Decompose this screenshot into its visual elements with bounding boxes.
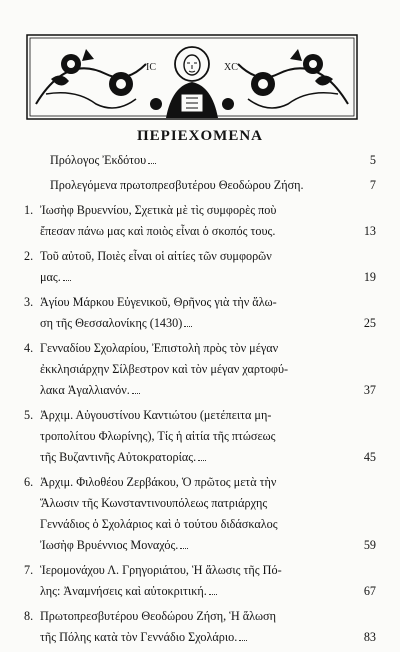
toc-entry-line: Ἀρχιμ. Αὐγουστίνου Καντιώτου (μετέπειτα μη- bbox=[40, 408, 272, 422]
toc-entry bbox=[24, 150, 376, 171]
toc-entry-number: 4. bbox=[24, 341, 34, 355]
leader-dots bbox=[239, 640, 247, 641]
leader-dots bbox=[148, 163, 156, 164]
toc-entry-title bbox=[40, 338, 348, 401]
toc-entry bbox=[24, 292, 376, 334]
toc-entry-number: 8. bbox=[24, 609, 34, 623]
toc-entry-line: Ἁγίου Μάρκου Εὐγενικοῦ, Θρῆνος γιὰ τὴν ἅλω- bbox=[40, 295, 277, 309]
toc-entry-line: λης: Ἀναμνήσεις καὶ αὐτοκριτική. bbox=[40, 581, 348, 602]
toc-entry-page: 13 bbox=[363, 224, 376, 238]
toc-entry-line: Ἰωσὴφ Βρυεννίου, Σχετικὰ μὲ τὶς συμφορὲς ποὺ bbox=[40, 203, 277, 217]
toc-entry bbox=[24, 405, 376, 468]
toc-entry-title bbox=[40, 560, 348, 602]
table-of-contents bbox=[24, 150, 376, 652]
toc-entry-number: 5. bbox=[24, 408, 34, 422]
toc-entry-title bbox=[40, 606, 348, 648]
leader-dots bbox=[198, 460, 206, 461]
toc-entry-page: 45 bbox=[363, 450, 376, 464]
toc-entry-line: Γεννάδιος ὁ Σχολάριος καὶ ὁ τούτου διδάσκαλος bbox=[40, 517, 278, 531]
ornament-right-label: XC bbox=[224, 62, 238, 73]
toc-entry-line: Τοῦ αὐτοῦ, Ποιὲς εἶναι οἱ αἰτίες τῶν συμφορῶν bbox=[40, 249, 272, 263]
toc-entry-line: Προλεγόμενα πρωτοπρεσβυτέρου Θεοδώρου Ζήση. bbox=[50, 178, 304, 192]
toc-entry-number: 1. bbox=[24, 203, 34, 217]
toc-entry-line: Ἱερομονάχου Λ. Γρηγοριάτου, Ἡ ἅλωσις τῆς Πό- bbox=[40, 563, 282, 577]
toc-entry-line: ἐκκλησιάρχην Σίλβεστρον καὶ τὸν μέγαν χαρτοφύ- bbox=[40, 362, 289, 376]
toc-entry bbox=[24, 606, 376, 648]
toc-entry-number: 6. bbox=[24, 475, 34, 489]
toc-entry-title bbox=[50, 150, 348, 171]
toc-entry-number: 2. bbox=[24, 249, 34, 263]
toc-entry-title bbox=[40, 472, 348, 556]
toc-entry-line: λακα Ἀγαλλιανόν. bbox=[40, 380, 348, 401]
leader-dots bbox=[184, 326, 192, 327]
toc-entry-line: Ἀρχιμ. Φιλοθέου Ζερβάκου, Ὁ πρῶτος μετὰ τὴν bbox=[40, 475, 277, 489]
toc-entry-title bbox=[50, 175, 348, 196]
toc-entry-line: ἔπεσαν πάνω μας καὶ ποιὸς εἶναι ὁ σκοπός τους. bbox=[40, 224, 276, 238]
toc-entry-page: 7 bbox=[369, 178, 376, 192]
toc-entry bbox=[24, 560, 376, 602]
toc-entry-title bbox=[40, 292, 348, 334]
toc-entry bbox=[24, 338, 376, 401]
toc-entry-title bbox=[40, 200, 348, 242]
leader-dots bbox=[63, 280, 71, 281]
toc-entry-title bbox=[40, 405, 348, 468]
toc-entry-page: 25 bbox=[363, 316, 376, 330]
toc-entry-title bbox=[40, 246, 348, 288]
toc-entry-line: τῆς Βυζαντινῆς Αὐτοκρατορίας. bbox=[40, 447, 348, 468]
toc-entry-line: Ἰωσὴφ Βρυέννιος Μοναχός. bbox=[40, 535, 348, 556]
toc-entry-page: 37 bbox=[363, 383, 376, 397]
toc-entry-line: Πρωτοπρεσβυτέρου Θεοδώρου Ζήση, Ἡ ἅλωση bbox=[40, 609, 276, 623]
toc-entry-line: Πρόλογος Ἐκδότου bbox=[50, 150, 348, 171]
leader-dots bbox=[132, 393, 140, 394]
toc-entry-line: τροπολίτου Φλωρίνης), Τίς ἡ αἰτία τῆς πτώσεως bbox=[40, 429, 276, 443]
byzantine-ornament-icon bbox=[26, 34, 358, 120]
toc-entry-line: Γενναδίου Σχολαρίου, Ἐπιστολὴ πρὸς τὸν μέγαν bbox=[40, 341, 279, 355]
toc-entry-number: 3. bbox=[24, 295, 34, 309]
leader-dots bbox=[180, 548, 188, 549]
toc-entry-page: 59 bbox=[363, 538, 376, 552]
toc-entry bbox=[24, 175, 376, 196]
leader-dots bbox=[209, 594, 217, 595]
toc-entry-number: 7. bbox=[24, 563, 34, 577]
toc-entry-line: Ἅλωσιν τῆς Κωνσταντινουπόλεως πατριάρχης bbox=[40, 496, 268, 510]
toc-entry-page: 83 bbox=[363, 630, 376, 644]
toc-entry-page: 19 bbox=[363, 270, 376, 284]
decorative-banner bbox=[26, 34, 358, 120]
toc-entry-line: τῆς Πόλης κατὰ τὸν Γεννάδιο Σχολάριο. bbox=[40, 627, 348, 648]
toc-entry bbox=[24, 472, 376, 556]
toc-entry bbox=[24, 246, 376, 288]
page-title: ΠΕΡΙΕΧΟΜΕΝΑ bbox=[136, 128, 263, 144]
ornament-left-label: IC bbox=[146, 62, 156, 73]
toc-entry-line: ση τῆς Θεσσαλονίκης (1430) bbox=[40, 313, 348, 334]
toc-entry-line: μας. bbox=[40, 267, 348, 288]
toc-entry-page: 67 bbox=[363, 584, 376, 598]
toc-entry bbox=[24, 200, 376, 242]
toc-entry-page: 5 bbox=[369, 153, 376, 167]
